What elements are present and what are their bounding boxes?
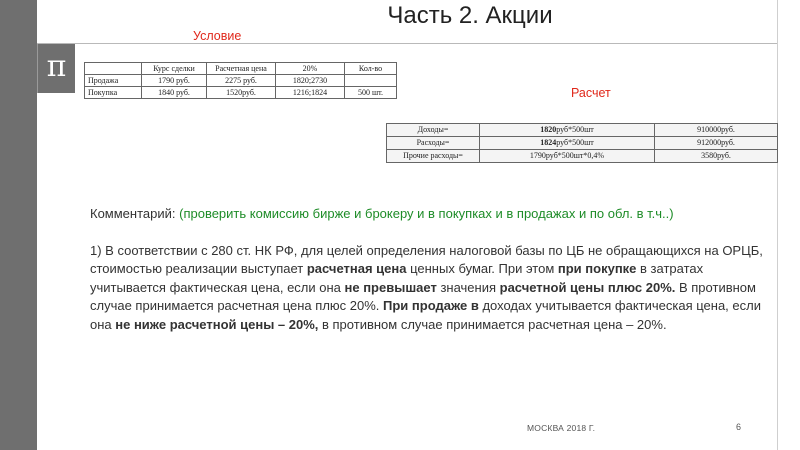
table-cell: 2275 руб. — [207, 75, 276, 87]
text-run: в противном случае принимается расчетная цена – 20%. — [318, 316, 667, 332]
table-row — [387, 124, 778, 137]
table-row — [85, 75, 397, 87]
table-cell — [480, 137, 655, 150]
table-cell: 1840 руб. — [142, 87, 207, 99]
table-cell — [345, 75, 397, 87]
condition-label: Условие — [193, 29, 242, 43]
table-cell — [85, 63, 142, 75]
calculation-table — [386, 123, 778, 163]
page-title: Часть 2. Акции — [387, 2, 553, 29]
left-sidebar-bar — [0, 0, 37, 450]
table-cell: Курс сделки — [142, 63, 207, 75]
pi-icon: π — [46, 49, 67, 84]
logo — [37, 43, 75, 93]
table-cell: Расходы= — [387, 137, 480, 150]
table-cell: 1790руб*500шт*0,4% — [480, 150, 655, 163]
table-cell: Продажа — [85, 75, 142, 87]
table-cell: 500 шт. — [345, 87, 397, 99]
table-row — [387, 137, 778, 150]
text-run: В противном случае принимается расчетная цена плюс 20%. — [90, 279, 756, 313]
spacer — [90, 224, 770, 242]
header-divider — [37, 43, 777, 44]
condition-table — [84, 62, 397, 99]
comment-block — [90, 205, 770, 334]
table-row — [387, 150, 778, 163]
formula-text: руб*500шт — [556, 125, 594, 134]
table-cell: Прочие расходы= — [387, 150, 480, 163]
bold-run: не ниже расчетной цены – 20%, — [115, 316, 319, 332]
footer-text: МОСКВА 2018 Г. — [527, 423, 596, 433]
table-cell: Доходы= — [387, 124, 480, 137]
formula-text: руб*500шт — [556, 138, 594, 147]
table-cell: 910000руб. — [655, 124, 778, 137]
text-run: значения — [436, 279, 500, 295]
table-cell: 1216;1824 — [276, 87, 345, 99]
bold-run: расчетной цены плюс 20%. — [499, 279, 676, 295]
right-divider — [777, 0, 778, 450]
comment-line — [90, 205, 770, 224]
comment-prefix: Комментарий: — [90, 206, 180, 221]
bold-run: При продаже в — [383, 298, 479, 313]
rule-paragraph — [90, 242, 770, 335]
text-run: 1) В соответствии с 280 ст. НК РФ, для целей определения налоговой базы по ЦБ не обращающихся на ОРЦБ, стоимостью реализации выступает — [90, 242, 763, 276]
bold-run: не превышает — [344, 279, 437, 295]
comment-note: (проверить комиссию бирже и брокеру и в покупках и в продажах и по обл. в т.ч..) — [179, 206, 674, 221]
table-cell: 1790 руб. — [142, 75, 207, 87]
table-cell: 912000руб. — [655, 137, 778, 150]
table-header-row — [85, 63, 397, 75]
text-run: доходах учитывается фактическая цена, если она — [90, 298, 761, 332]
bold-run: расчетная цена — [306, 261, 407, 276]
table-cell: 1820;2730 — [276, 75, 345, 87]
table-cell: 3580руб. — [655, 150, 778, 163]
table-cell: Кол-во — [345, 63, 397, 75]
table-row — [85, 87, 397, 99]
bold-value: 1820 — [540, 125, 557, 134]
table-cell: Покупка — [85, 87, 142, 99]
bold-run: при покупке — [557, 261, 637, 276]
page-number: 6 — [736, 422, 742, 432]
table-cell — [480, 124, 655, 137]
table-cell: Расчетная цена — [207, 63, 276, 75]
calculation-label: Расчет — [571, 86, 611, 100]
table-cell: 20% — [276, 63, 345, 75]
table-cell: 1520руб. — [207, 87, 276, 99]
text-run: ценных бумаг. При этом — [406, 261, 558, 276]
bold-value: 1824 — [540, 138, 557, 147]
text-run: в затратах учитывается фактическая цена, если она — [90, 261, 704, 295]
